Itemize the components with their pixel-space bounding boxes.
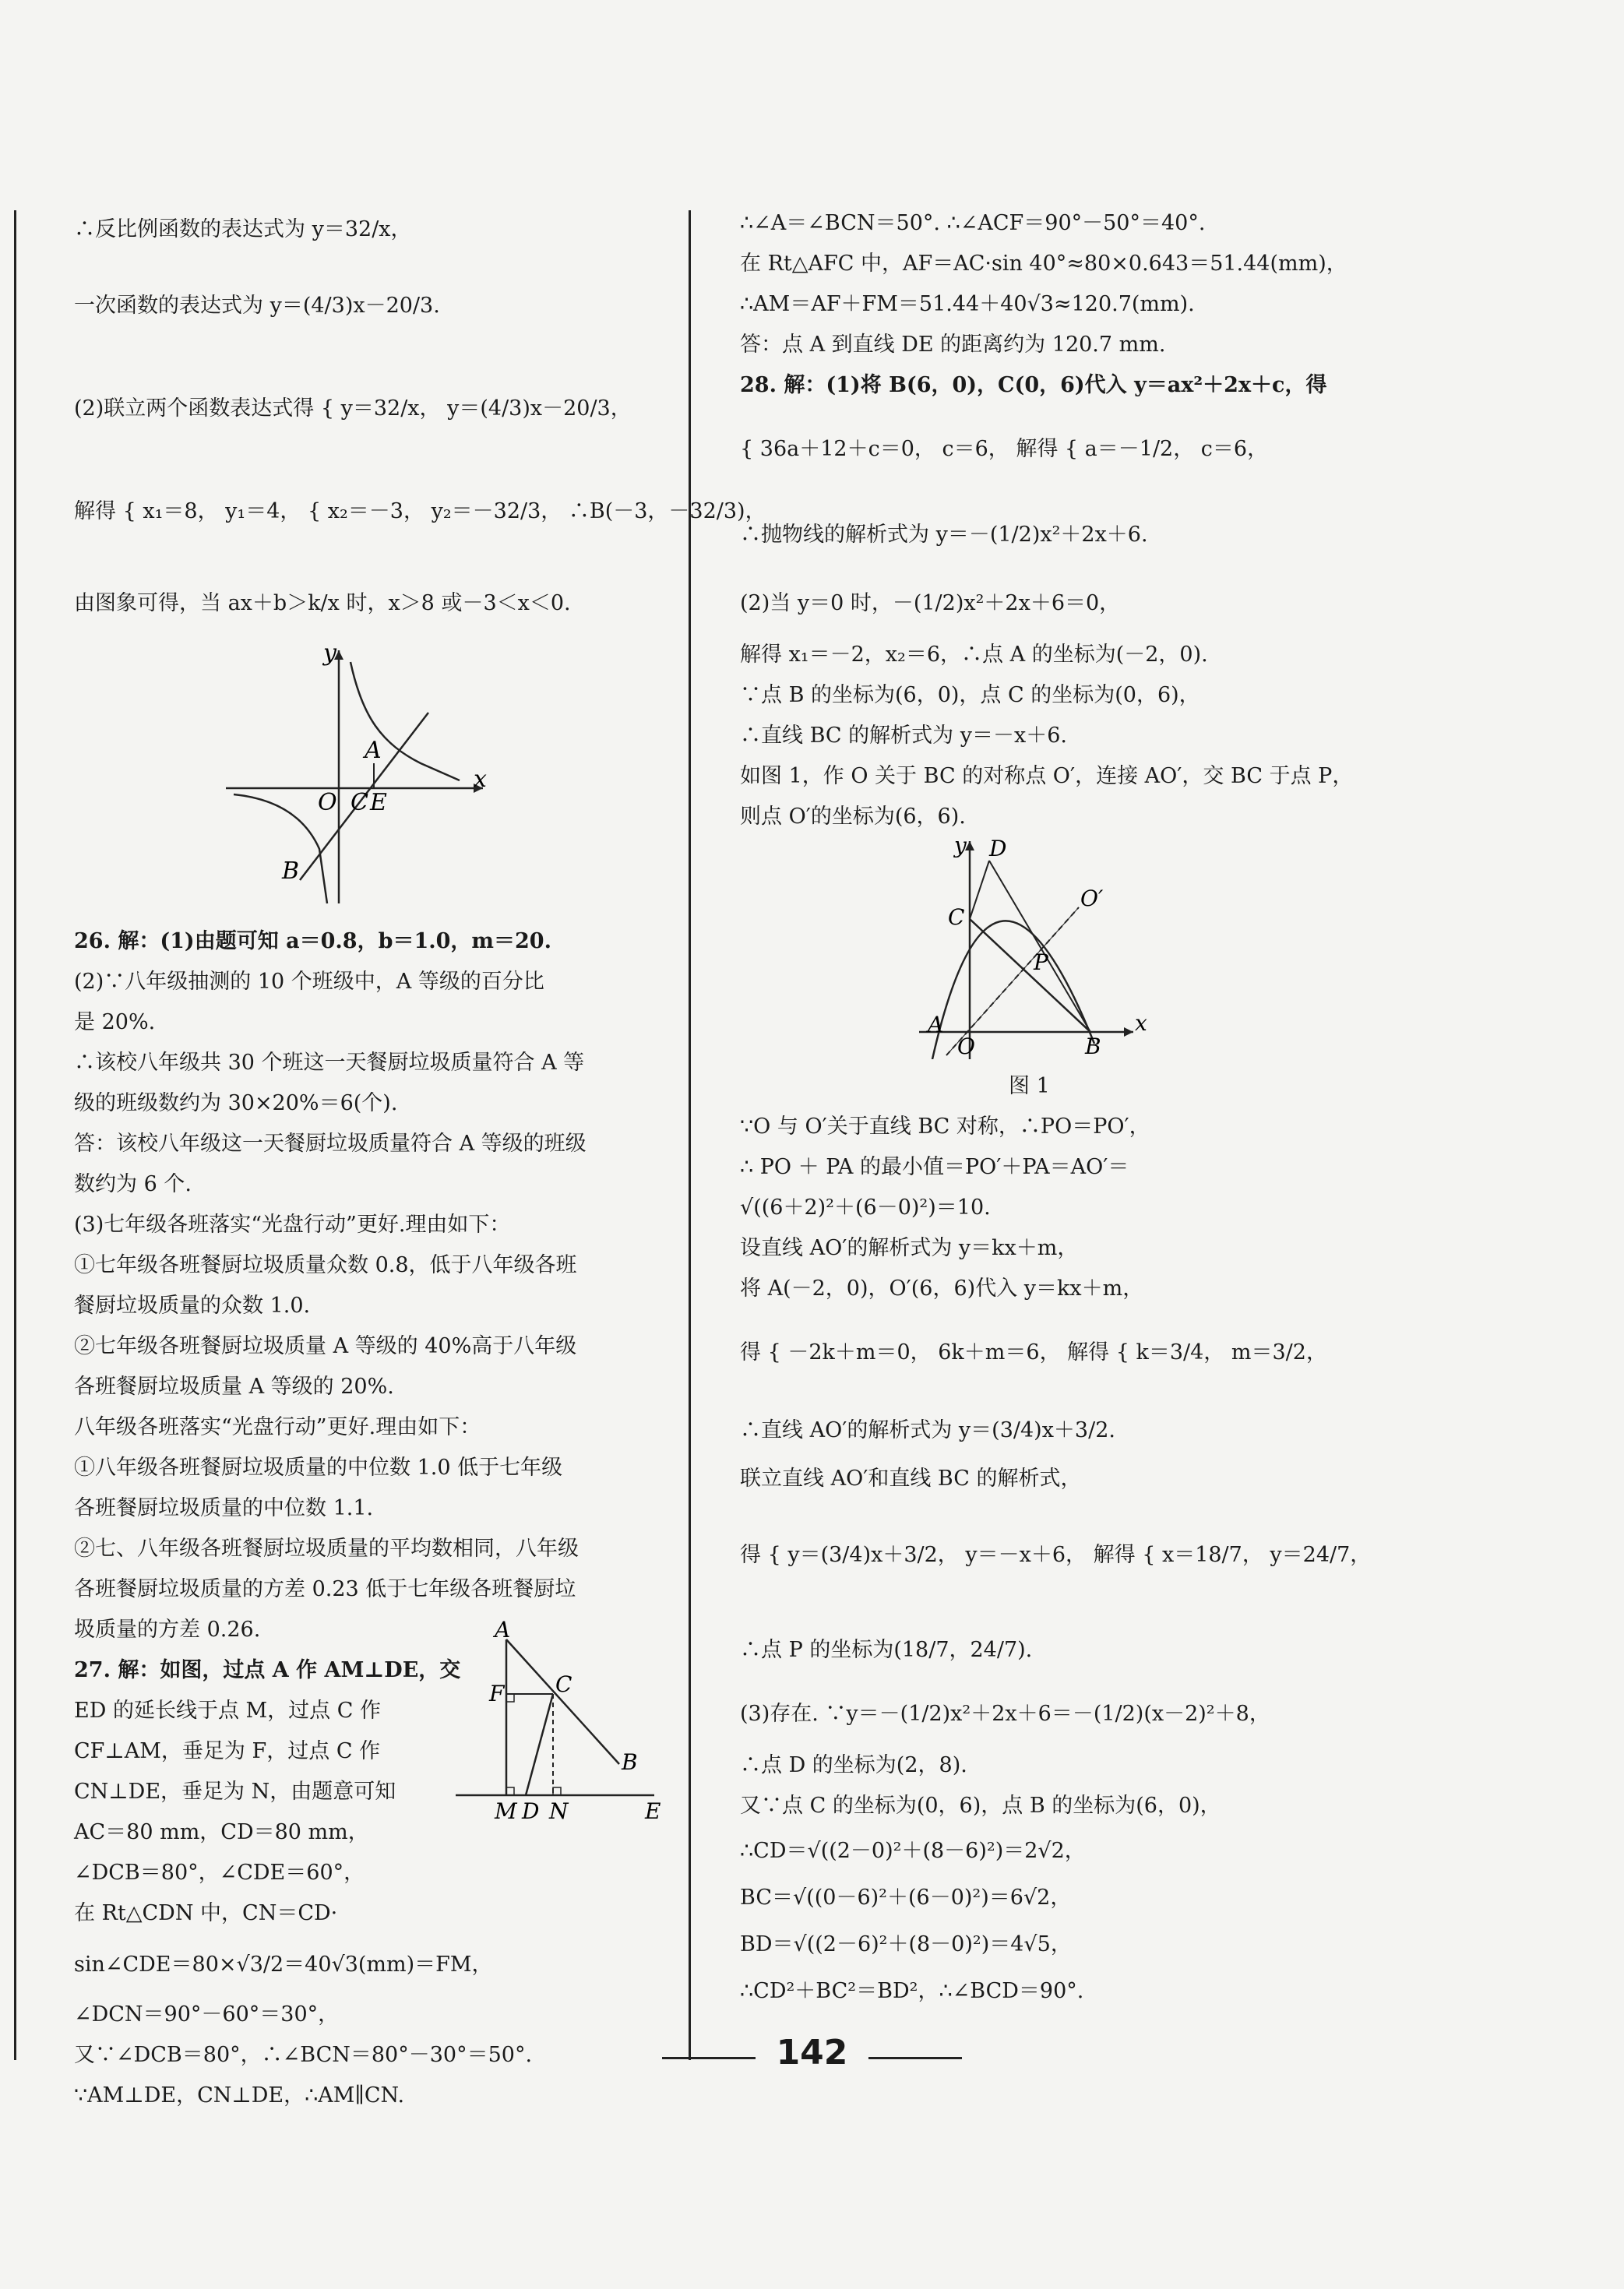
text-line: 是 20%. [74, 1010, 156, 1034]
fig-label: E [645, 1798, 661, 1824]
text-line: 数约为 6 个. [74, 1172, 192, 1196]
text-line: ∠DCN＝90°－60°＝30°， [74, 2002, 340, 2027]
text-line: (3)存在. ∵y＝－(1/2)x²＋2x＋6＝－(1/2)(x－2)²＋8， [740, 1702, 1270, 1726]
text-line: sin∠CDE＝80×√3/2＝40√3(mm)＝FM， [74, 1953, 493, 1977]
fig-label: P [1034, 949, 1048, 975]
text-line: 得 { －2k＋m＝0， 6k＋m＝6， 解得 { k＝3/4， m＝3/2， [740, 1340, 1327, 1365]
text-line: 由图象可得，当 ax＋b＞k/x 时，x＞8 或－3＜x＜0. [74, 591, 571, 615]
text-line: 则点 O′的坐标为(6，6). [740, 805, 966, 829]
text-line: ∴抛物线的解析式为 y＝－(1/2)x²＋2x＋6. [740, 523, 1148, 547]
text-line: ①七年级各班餐厨垃圾质量众数 0.8，低于八年级各班 [74, 1253, 577, 1277]
figure-caption: 图 1 [1009, 1074, 1050, 1098]
fig-label: E [370, 789, 387, 816]
text-line: ∴反比例函数的表达式为 y＝32/x， [74, 217, 412, 241]
text-line: ∴点 D 的坐标为(2，8). [740, 1753, 967, 1777]
fig-label: N [549, 1798, 569, 1824]
text-line: ∵AM⊥DE，CN⊥DE，∴AM∥CN. [74, 2083, 405, 2108]
text-line: 各班餐厨垃圾质量的中位数 1.1. [74, 1496, 374, 1520]
text-line: ∵点 B 的坐标为(6，0)，点 C 的坐标为(0，6)， [740, 683, 1200, 707]
page-number: 142 [776, 2033, 848, 2072]
text-line: ②七、八年级各班餐厨垃圾质量的平均数相同，八年级 [74, 1537, 579, 1561]
text-line: 如图 1，作 O 关于 BC 的对称点 O′，连接 AO′，交 BC 于点 P， [740, 764, 1354, 788]
text-line: 26. 解：(1)由题可知 a＝0.8，b＝1.0，m＝20. [74, 929, 551, 953]
fig-label: O [318, 789, 337, 816]
text-line: (2)∵八年级抽测的 10 个班级中，A 等级的百分比 [74, 970, 544, 994]
text-line: ∴CD＝√((2－0)²＋(8－6)²)＝2√2， [740, 1839, 1086, 1863]
fig-label: B [622, 1749, 638, 1775]
text-line: BC＝√((0－6)²＋(6－0)²)＝6√2， [740, 1886, 1072, 1910]
fig-label: C [351, 789, 368, 816]
text-line: 在 Rt△AFC 中，AF＝AC·sin 40°≈80×0.643＝51.44(mm)， [740, 252, 1347, 276]
fig-label: F [489, 1681, 505, 1706]
fig-label: O′ [1080, 886, 1104, 911]
text-line: 又∵点 C 的坐标为(0，6)，点 B 的坐标为(6，0)， [740, 1794, 1221, 1818]
column-divider [689, 210, 691, 2060]
text-line: BD＝√((2－6)²＋(8－0)²)＝4√5， [740, 1932, 1072, 1956]
text-line: 级的班级数约为 30×20%＝6(个). [74, 1091, 398, 1115]
text-line: CN⊥DE，垂足为 N，由题意可知 [74, 1780, 396, 1804]
text-line: ∴AM＝AF＋FM＝51.44＋40√3≈120.7(mm). [740, 292, 1195, 316]
text-line: 27. 解：如图，过点 A 作 AM⊥DE，交 [74, 1658, 461, 1682]
figure-parabola-1 [915, 837, 1149, 1059]
fig-label: C [555, 1671, 572, 1697]
fig-label: M [495, 1798, 517, 1824]
text-line: 解得 x₁＝－2，x₂＝6，∴点 A 的坐标为(－2，0). [740, 643, 1208, 667]
fig-label: y [323, 646, 336, 667]
text-line: ①八年级各班餐厨垃圾质量的中位数 1.0 低于七年级 [74, 1456, 563, 1480]
text-line: { 36a＋12＋c＝0， c＝6， 解得 { a＝－1/2， c＝6， [740, 437, 1269, 461]
fig-label: A [928, 1012, 944, 1037]
text-line: 八年级各班落实“光盘行动”更好.理由如下： [74, 1415, 481, 1439]
text-line: ∠DCB＝80°，∠CDE＝60°， [74, 1861, 365, 1885]
text-line: 一次函数的表达式为 y＝(4/3)x－20/3. [74, 294, 440, 318]
text-line: 答：点 A 到直线 DE 的距离约为 120.7 mm. [740, 333, 1166, 357]
fig-label: B [1085, 1034, 1101, 1059]
fig-label: D [522, 1798, 540, 1824]
text-line: 答：该校八年级这一天餐厨垃圾质量符合 A 等级的班级 [74, 1132, 587, 1156]
fig-label: C [948, 904, 965, 930]
text-line: ∵O 与 O′关于直线 BC 对称，∴PO＝PO′， [740, 1115, 1150, 1139]
fig-label: A [365, 737, 382, 764]
fig-label: y [954, 837, 967, 858]
text-line: ∴直线 AO′的解析式为 y＝(3/4)x＋3/2. [740, 1418, 1115, 1442]
text-line: (2)联立两个函数表达式得 { y＝32/x， y＝(4/3)x－20/3， [74, 396, 632, 421]
text-line: ∴点 P 的坐标为(18/7，24/7). [740, 1638, 1033, 1662]
fig-label: A [495, 1620, 511, 1643]
text-line: (2)当 y＝0 时，－(1/2)x²＋2x＋6＝0， [740, 591, 1121, 615]
text-line: 将 A(－2，0)，O′(6，6)代入 y＝kx＋m， [740, 1277, 1144, 1301]
fig-label: x [1135, 1010, 1147, 1036]
text-line: 设直线 AO′的解析式为 y＝kx＋m， [740, 1236, 1079, 1260]
text-line: ∴ PO ＋ PA 的最小值＝PO′＋PA＝AO′＝ [740, 1155, 1129, 1179]
text-line: CF⊥AM，垂足为 F，过点 C 作 [74, 1739, 381, 1763]
text-line: 餐厨垃圾质量的众数 1.0. [74, 1294, 311, 1318]
text-line: 28. 解：(1)将 B(6，0)，C(0，6)代入 y＝ax²＋2x＋c，得 [740, 373, 1327, 397]
figure-hyperbola-line [226, 646, 584, 911]
figure-geometry-27 [452, 1620, 666, 1854]
text-line: ∴该校八年级共 30 个班这一天餐厨垃圾质量符合 A 等 [74, 1051, 585, 1075]
text-line: 解得 { x₁＝8， y₁＝4， { x₂＝－3， y₂＝－32/3， ∴B(－3，－32/3)， [74, 499, 766, 523]
text-line: ∴直线 BC 的解析式为 y＝－x＋6. [740, 724, 1067, 748]
text-line: ∴CD²＋BC²＝BD²，∴∠BCD＝90°. [740, 1979, 1084, 2003]
text-line: 在 Rt△CDN 中，CN＝CD· [74, 1901, 338, 1925]
text-line: (3)七年级各班落实“光盘行动”更好.理由如下： [74, 1213, 511, 1237]
text-line: ②七年级各班餐厨垃圾质量 A 等级的 40%高于八年级 [74, 1334, 577, 1358]
fig-label: D [989, 837, 1007, 861]
fig-label: x [474, 766, 487, 793]
left-margin-rule [14, 210, 16, 2060]
text-line: √((6＋2)²＋(6－0)²)＝10. [740, 1196, 991, 1220]
fig-label: B [282, 857, 300, 885]
text-line: 又∵∠DCB＝80°，∴∠BCN＝80°－30°＝50°. [74, 2043, 533, 2067]
text-line: 各班餐厨垃圾质量 A 等级的 20%. [74, 1375, 394, 1399]
text-line: 各班餐厨垃圾质量的方差 0.23 低于七年级各班餐厨垃 [74, 1577, 576, 1601]
text-line: ∴∠A＝∠BCN＝50°. ∴∠ACF＝90°－50°＝40°. [740, 211, 1206, 235]
text-line: 圾质量的方差 0.26. [74, 1618, 261, 1642]
text-line: AC＝80 mm，CD＝80 mm， [74, 1820, 369, 1844]
page-number-dash-right [868, 2057, 962, 2059]
text-line: 联立直线 AO′和直线 BC 的解析式， [740, 1467, 1082, 1491]
fig-label: O [957, 1034, 975, 1059]
text-line: 得 { y＝(3/4)x＋3/2， y＝－x＋6， 解得 { x＝18/7， y＝24/7， [740, 1543, 1372, 1567]
text-line: ED 的延长线于点 M，过点 C 作 [74, 1699, 381, 1723]
